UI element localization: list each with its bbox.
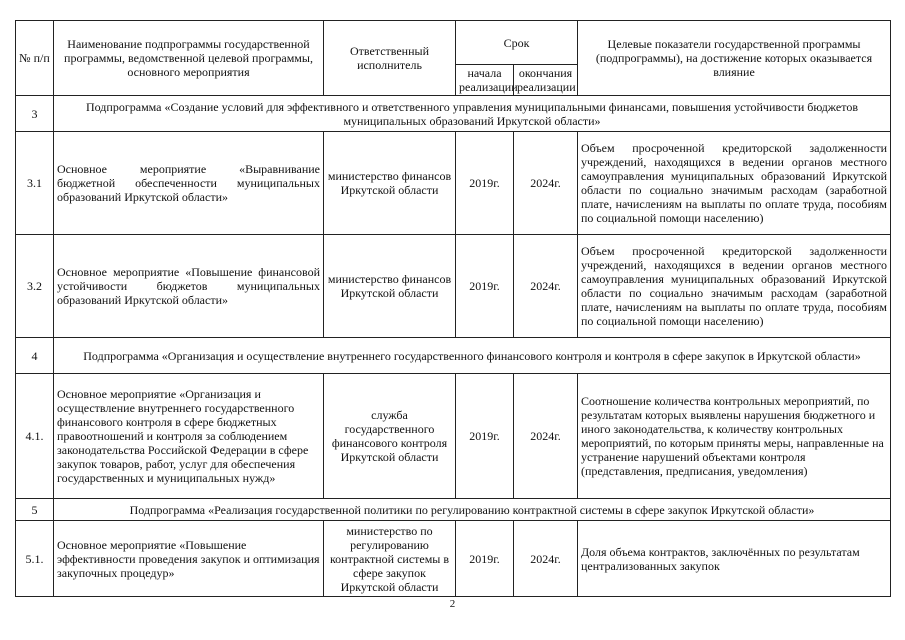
- row-targets: Объем просроченной кредиторской задолженности учреждений, находящихся в ведении органов местного самоуправления муниципальных образований Иркутской области по социально значимым расходам (заработной плате, начислениям на выплаты по оплате труда, пособиям по социальной помощи населению): [578, 235, 891, 338]
- page-number: 2: [449, 598, 456, 610]
- row-targets: Соотношение количества контрольных мероприятий, по результатам которых выявлены нарушения бюджетного и иного законодательства, к количеству контрольных мероприятий, по которым приняты меры, направленные на устранение нарушений объектами контроля (представления, предписания, уведомления): [578, 374, 891, 499]
- row-targets: Доля объема контрактов, заключённых по результатам централизованных закупок: [578, 521, 891, 597]
- row-num: 4.1.: [16, 374, 54, 499]
- row-num: 3.1: [16, 132, 54, 235]
- row-end: 2024г.: [514, 374, 578, 499]
- table-row: [16, 374, 891, 499]
- subprogram-title: Подпрограмма «Организация и осуществление внутреннего государственного финансового контроля и контроля в сфере закупок в Иркутской области»: [54, 338, 891, 374]
- subprogram-title: Подпрограмма «Реализация государственной политики по регулированию контрактной системы в сфере закупок Иркутской области»: [54, 499, 891, 521]
- row-start: 2019г.: [456, 521, 514, 597]
- table-row: [16, 132, 891, 235]
- header-period: Срок: [456, 21, 578, 65]
- header-targets: Целевые показатели государственной программы (подпрограммы), на достижение которых оказывается влияние: [578, 21, 891, 96]
- row-end: 2024г.: [514, 235, 578, 338]
- row-responsible: министерство по регулированию контрактной системы в сфере закупок Иркутской области: [324, 521, 456, 597]
- subprogram-num: 5: [16, 499, 54, 521]
- subprogram-num: 3: [16, 96, 54, 132]
- subprogram-title: Подпрограмма «Создание условий для эффективного и ответственного управления муниципальными финансами, повышения устойчивости бюджетов муниципальных образований Иркутской области»: [54, 96, 891, 132]
- row-responsible: министерство финансов Иркутской области: [324, 132, 456, 235]
- program-table: [15, 20, 891, 597]
- row-name: Основное мероприятие «Выравнивание бюджетной обеспеченности муниципальных образований Иркутской области»: [54, 132, 324, 235]
- row-responsible: служба государственного финансового контроля Иркутской области: [324, 374, 456, 499]
- row-start: 2019г.: [456, 132, 514, 235]
- row-responsible: министерство финансов Иркутской области: [324, 235, 456, 338]
- table-row: [16, 521, 891, 597]
- row-start: 2019г.: [456, 374, 514, 499]
- row-name: Основное мероприятие «Организация и осуществление внутреннего государственного финансового контроля в сфере бюджетных правоотношений и контроля за соблюдением законодательства Российской Федерации в сфере закупок товаров, работ, услуг для обеспечения государственных и муниципальных нужд»: [54, 374, 324, 499]
- row-end: 2024г.: [514, 132, 578, 235]
- row-num: 5.1.: [16, 521, 54, 597]
- header-responsible: Ответственный исполнитель: [324, 21, 456, 96]
- subprogram-num: 4: [16, 338, 54, 374]
- row-num: 3.2: [16, 235, 54, 338]
- row-name: Основное мероприятие «Повышение эффективности проведения закупок и оптимизация закупочных процедур»: [54, 521, 324, 597]
- subprogram-row: [16, 338, 891, 374]
- table-row: [16, 235, 891, 338]
- row-start: 2019г.: [456, 235, 514, 338]
- subprogram-row: [16, 499, 891, 521]
- row-targets: Объем просроченной кредиторской задолженности учреждений, находящихся в ведении органов местного самоуправления муниципальных образований Иркутской области по социально значимым расходам (заработной плате, начислениям на выплаты по оплате труда, пособиям по социальной помощи населению): [578, 132, 891, 235]
- subprogram-row: [16, 96, 891, 132]
- row-name: Основное мероприятие «Повышение финансовой устойчивости бюджетов муниципальных образований Иркутской области»: [54, 235, 324, 338]
- header-name: Наименование подпрограммы государственной программы, ведомственной целевой программы, основного мероприятия: [54, 21, 324, 96]
- row-end: 2024г.: [514, 521, 578, 597]
- header-row: [16, 21, 891, 65]
- header-start: начала реализации: [456, 65, 514, 96]
- header-num: № п/п: [16, 21, 54, 96]
- header-end: окончания реализации: [514, 65, 578, 96]
